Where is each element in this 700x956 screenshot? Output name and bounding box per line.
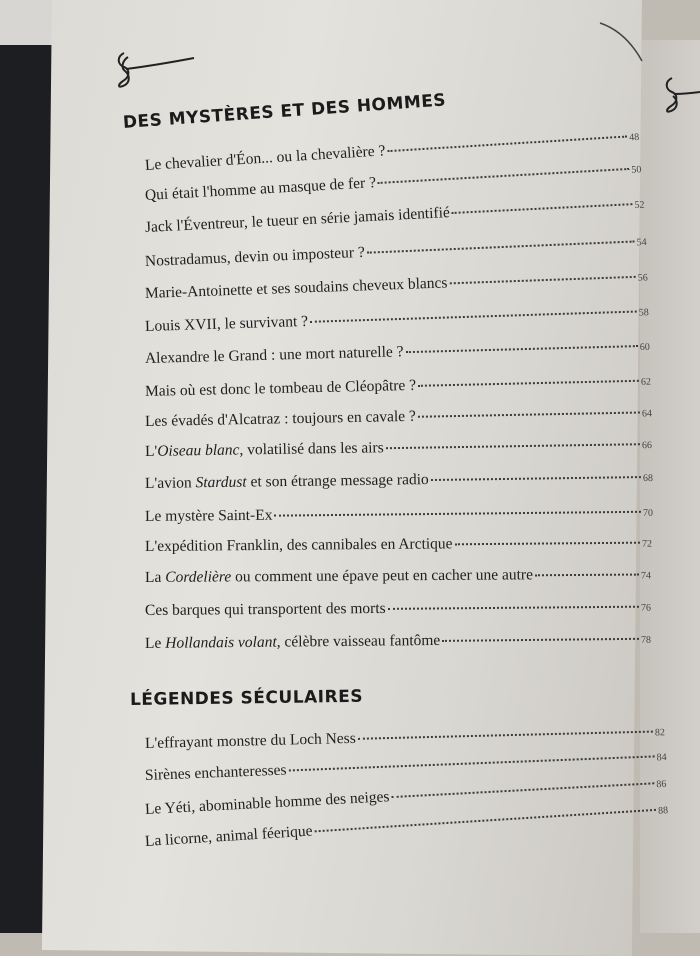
toc-entry-title-text: L'effrayant monstre du Loch Ness — [144, 729, 356, 752]
toc-entry-title-text: Le — [144, 634, 166, 652]
dot-leader — [387, 136, 627, 153]
toc-entry-title — [144, 174, 376, 205]
toc-entry-title — [145, 343, 404, 368]
toc-entry-title-italic: Oiseau blanc — [157, 441, 240, 460]
toc-entry-title — [145, 566, 533, 587]
section-heading: LÉGENDES SÉCULAIRES — [129, 686, 364, 710]
toc-page-number: 50 — [631, 164, 642, 176]
toc-entry-title-text: L'expédition Franklin, des cannibales en Arctique — [144, 535, 453, 555]
toc-page-number: 66 — [641, 440, 653, 452]
toc-page-number: 58 — [638, 307, 649, 319]
toc-entry-title — [145, 600, 386, 620]
toc-entry[interactable] — [145, 468, 653, 493]
toc-page-number: 82 — [654, 727, 666, 739]
toc-entry-title-text: Mais où est donc le tombeau de Cléopâtre ? — [144, 376, 417, 400]
toc-entry-title-text: Le mystère Saint-Ex — [144, 506, 273, 525]
dot-leader — [378, 168, 629, 184]
toc-page-number: 60 — [639, 341, 651, 354]
dot-leader — [274, 511, 641, 517]
dot-leader — [391, 782, 654, 798]
dot-leader — [358, 731, 653, 740]
toc-entry-title — [144, 142, 385, 175]
dot-leader — [452, 203, 633, 214]
dot-leader — [535, 574, 639, 577]
toc-entry-title-text: Jack l'Éventreur, le tueur en série jamais identifié — [144, 204, 451, 236]
toc-entry-title — [145, 535, 453, 556]
toc-entry-title-italic: Hollandais volant — [165, 633, 277, 652]
toc-page-number: 88 — [657, 805, 669, 817]
toc-entry-title-text: Louis XVII, le survivant ? — [144, 312, 309, 335]
dot-leader — [455, 542, 640, 546]
toc-entry-title-text: Le chevalier d'Éon... ou la chevalière ? — [144, 142, 386, 174]
toc-entry-title — [145, 762, 287, 785]
toc-entry-title-text: Ces barques qui transportent des morts — [144, 599, 386, 619]
dot-leader — [406, 345, 638, 353]
toc-page-number: 70 — [642, 507, 654, 519]
dot-leader — [314, 809, 656, 832]
toc-page-number: 52 — [634, 199, 645, 212]
toc-entry[interactable] — [145, 267, 648, 303]
toc-entry[interactable] — [145, 337, 650, 368]
toc-entry-title-text: ou comment une épave peut en cacher une autre — [231, 566, 533, 586]
dot-leader — [288, 755, 654, 771]
toc-entry[interactable] — [145, 565, 651, 587]
toc-entry-title — [145, 632, 440, 653]
toc-entry-title-text: et son étrange message radio — [246, 471, 429, 491]
toc-entry-title — [145, 507, 273, 526]
dot-leader — [449, 276, 635, 285]
toc-entry-title-italic: Cordelière — [165, 568, 232, 586]
toc-entry-title-text: La — [144, 568, 166, 586]
toc-entry-title-text: La licorne, animal féerique — [144, 822, 314, 850]
dot-leader — [442, 638, 639, 642]
toc-entry[interactable] — [145, 598, 651, 620]
toc-entry-title — [145, 408, 416, 431]
toc-entry-title-text: Nostradamus, devin ou imposteur ? — [144, 243, 366, 270]
toc-page-number: 48 — [628, 131, 640, 144]
dot-leader — [386, 443, 640, 449]
toc-entry-title-text: Marie-Antoinette et ses soudains cheveux blancs — [144, 274, 448, 302]
toc-entry[interactable] — [145, 630, 651, 653]
toc-entry-title — [145, 274, 448, 303]
toc-entry[interactable] — [145, 435, 652, 461]
toc-page-number: 84 — [656, 751, 667, 764]
dot-leader — [310, 311, 637, 323]
toc-page-number: 86 — [656, 778, 667, 791]
toc-entry-title-text: L' — [144, 442, 158, 460]
toc-entry[interactable] — [145, 403, 652, 431]
toc-entry-title-text: Qui était l'homme au masque de fer ? — [144, 174, 377, 204]
toc-entry-title-text: Sirènes enchanteresses — [144, 761, 287, 784]
toc-entry-title-text: , volatilisé dans les airs — [239, 439, 384, 459]
toc-entry-title-italic: Stardust — [195, 473, 247, 492]
toc-entry[interactable] — [145, 722, 665, 753]
toc-entry-title — [144, 822, 313, 851]
toc-entry[interactable] — [145, 534, 652, 556]
dot-leader — [388, 606, 639, 610]
toc-entry-title-text: L'avion — [144, 474, 196, 492]
toc-page-number: 62 — [640, 376, 652, 388]
toc-entry-title — [145, 439, 384, 461]
dot-leader — [431, 476, 641, 481]
toc-entry-title — [145, 471, 429, 493]
toc-entry[interactable] — [145, 232, 647, 271]
dot-leader — [367, 240, 635, 253]
toc-entry-title — [145, 788, 390, 819]
toc-page-number: 54 — [636, 236, 647, 249]
dot-leader — [418, 411, 640, 417]
dot-leader — [418, 380, 639, 387]
toc-entry-title-text: Les évadés d'Alcatraz : toujours en cavale ? — [144, 407, 417, 430]
toc-entry[interactable] — [145, 372, 651, 401]
toc-page-number: 78 — [640, 634, 652, 646]
toc-entry[interactable] — [145, 503, 653, 526]
toc-page-number: 72 — [641, 538, 653, 550]
toc-entry-title — [145, 377, 417, 401]
toc-entry-title — [145, 204, 451, 237]
toc-page-number: 68 — [642, 472, 654, 485]
toc-page-number: 56 — [637, 272, 648, 284]
toc-entry-title — [145, 730, 356, 753]
toc-entry[interactable] — [145, 302, 649, 336]
section-heading: DES MYSTÈRES ET DES HOMMES — [122, 90, 447, 133]
toc-entry-title-text: , célèbre vaisseau fantôme — [276, 631, 441, 651]
toc-entry-title — [145, 244, 366, 271]
toc-page-number: 64 — [641, 408, 653, 420]
toc-entry[interactable] — [145, 195, 645, 237]
toc-entry-title — [145, 313, 309, 336]
toc-entry-title-text: Le Yéti, abominable homme des neiges — [144, 788, 390, 818]
toc-page-number: 74 — [640, 570, 652, 582]
toc-page-number: 76 — [640, 602, 652, 614]
toc-entry-title-text: Alexandre le Grand : une mort naturelle ? — [144, 343, 404, 367]
